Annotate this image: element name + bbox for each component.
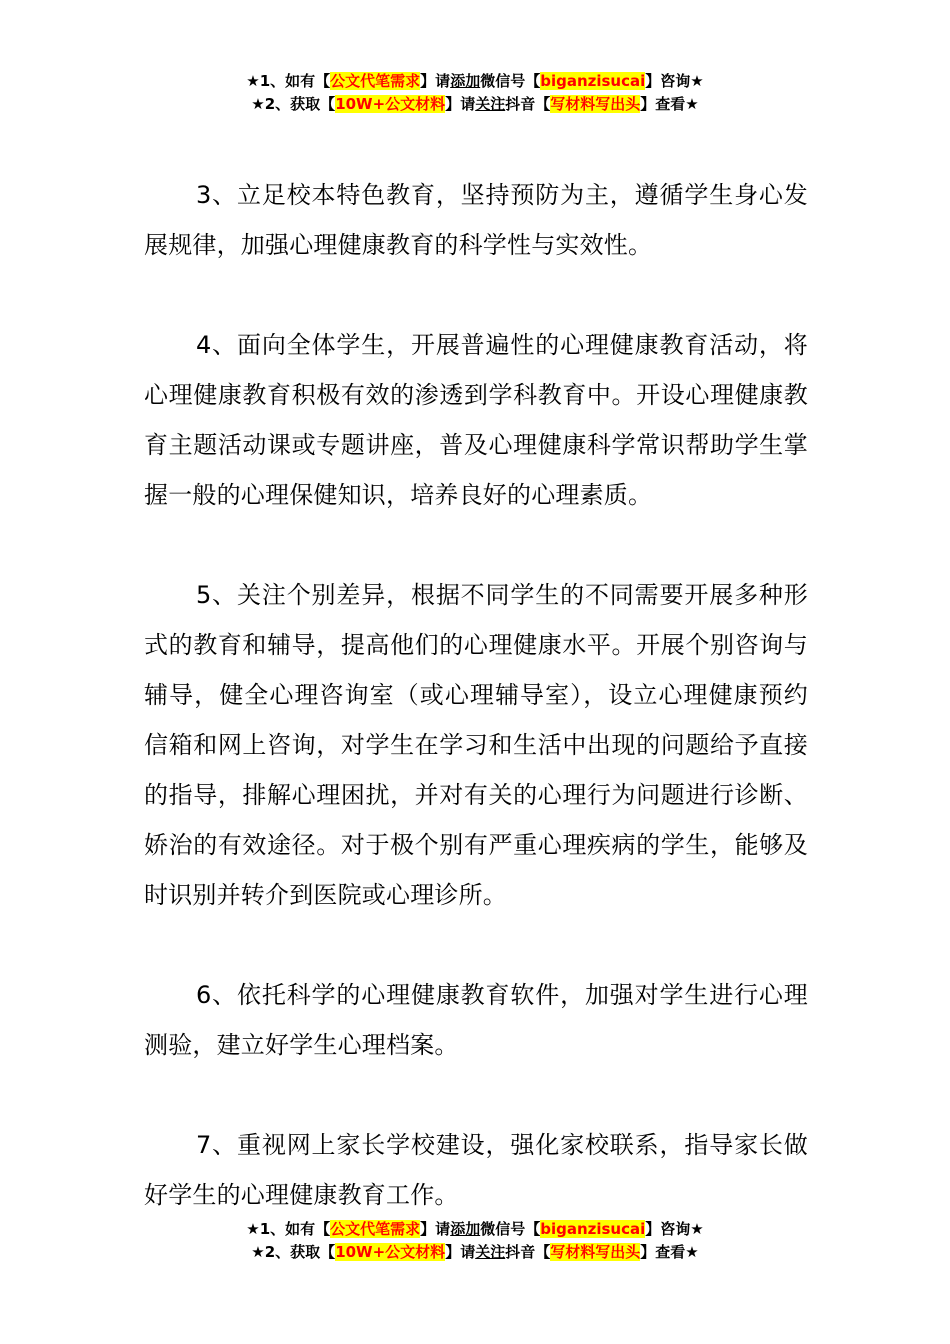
highlight-douyin-account: 写材料写出头 xyxy=(550,1243,641,1261)
banner-text: ★2、获取【 xyxy=(251,1243,336,1261)
highlight-douyin-account: 写材料写出头 xyxy=(550,95,641,113)
highlight-materials: 10W+公文材料 xyxy=(335,1243,446,1261)
banner-text: 】查看★ xyxy=(640,95,699,113)
banner-text: 】请 xyxy=(420,72,451,90)
highlight-wechat-id: biganzisucai xyxy=(540,72,646,90)
paragraph-item-7: 7、重视网上家长学校建设，强化家校联系，指导家长做好学生的心理健康教育工作。 xyxy=(144,1131,808,1209)
paragraph-item-3: 3、立足校本特色教育，坚持预防为主，遵循学生身心发展规律，加强心理健康教育的科学性与实效性。 xyxy=(144,181,808,259)
banner-text: ★1、如有【 xyxy=(246,72,331,90)
highlight-service: 公文代笔需求 xyxy=(330,72,421,90)
highlight-wechat-id: biganzisucai xyxy=(540,1220,646,1238)
banner-text: 】请 xyxy=(445,95,476,113)
banner-text: 微信号【 xyxy=(480,72,541,90)
underlined-word: 关注 xyxy=(475,95,506,113)
footer-banner xyxy=(0,1218,950,1264)
banner-text: 微信号【 xyxy=(480,1220,541,1238)
highlight-service: 公文代笔需求 xyxy=(330,1220,421,1238)
banner-text: 抖音【 xyxy=(505,1243,551,1261)
banner-text: 】咨询★ xyxy=(645,1220,704,1238)
highlight-materials: 10W+公文材料 xyxy=(335,95,446,113)
banner-text: 】请 xyxy=(445,1243,476,1261)
banner-text: 】咨询★ xyxy=(645,72,704,90)
header-banner xyxy=(0,70,950,116)
banner-text: ★1、如有【 xyxy=(246,1220,331,1238)
banner-line-2 xyxy=(0,1241,950,1264)
banner-text: 】请 xyxy=(420,1220,451,1238)
paragraph-item-5: 5、关注个别差异，根据不同学生的不同需要开展多种形式的教育和辅导，提高他们的心理健康水平。开展个别咨询与辅导，健全心理咨询室（或心理辅导室），设立心理健康预约信箱和网上咨询，对学生在学习和生活中出现的问题给予直接的指导，排解心理困扰，并对有关的心理行为问题进行诊断、娇治的有效途径。对于极个别有严重心理疾病的学生，能够及时识别并转介到医院或心理诊所。 xyxy=(144,581,808,909)
paragraph-item-6: 6、依托科学的心理健康教育软件，加强对学生进行心理测验，建立好学生心理档案。 xyxy=(144,981,808,1059)
banner-line-2 xyxy=(0,93,950,116)
paragraph-item-4: 4、面向全体学生，开展普遍性的心理健康教育活动，将心理健康教育积极有效的渗透到学科教育中。开设心理健康教育主题活动课或专题讲座，普及心理健康科学常识帮助学生掌握一般的心理保健知识，培养良好的心理素质。 xyxy=(144,331,808,509)
banner-text: 抖音【 xyxy=(505,95,551,113)
underlined-word: 关注 xyxy=(475,1243,506,1261)
banner-line-1 xyxy=(0,1218,950,1241)
banner-text: ★2、获取【 xyxy=(251,95,336,113)
banner-line-1 xyxy=(0,70,950,93)
document-body xyxy=(144,170,808,1220)
banner-text: 】查看★ xyxy=(640,1243,699,1261)
underlined-word: 添加 xyxy=(450,72,481,90)
underlined-word: 添加 xyxy=(450,1220,481,1238)
